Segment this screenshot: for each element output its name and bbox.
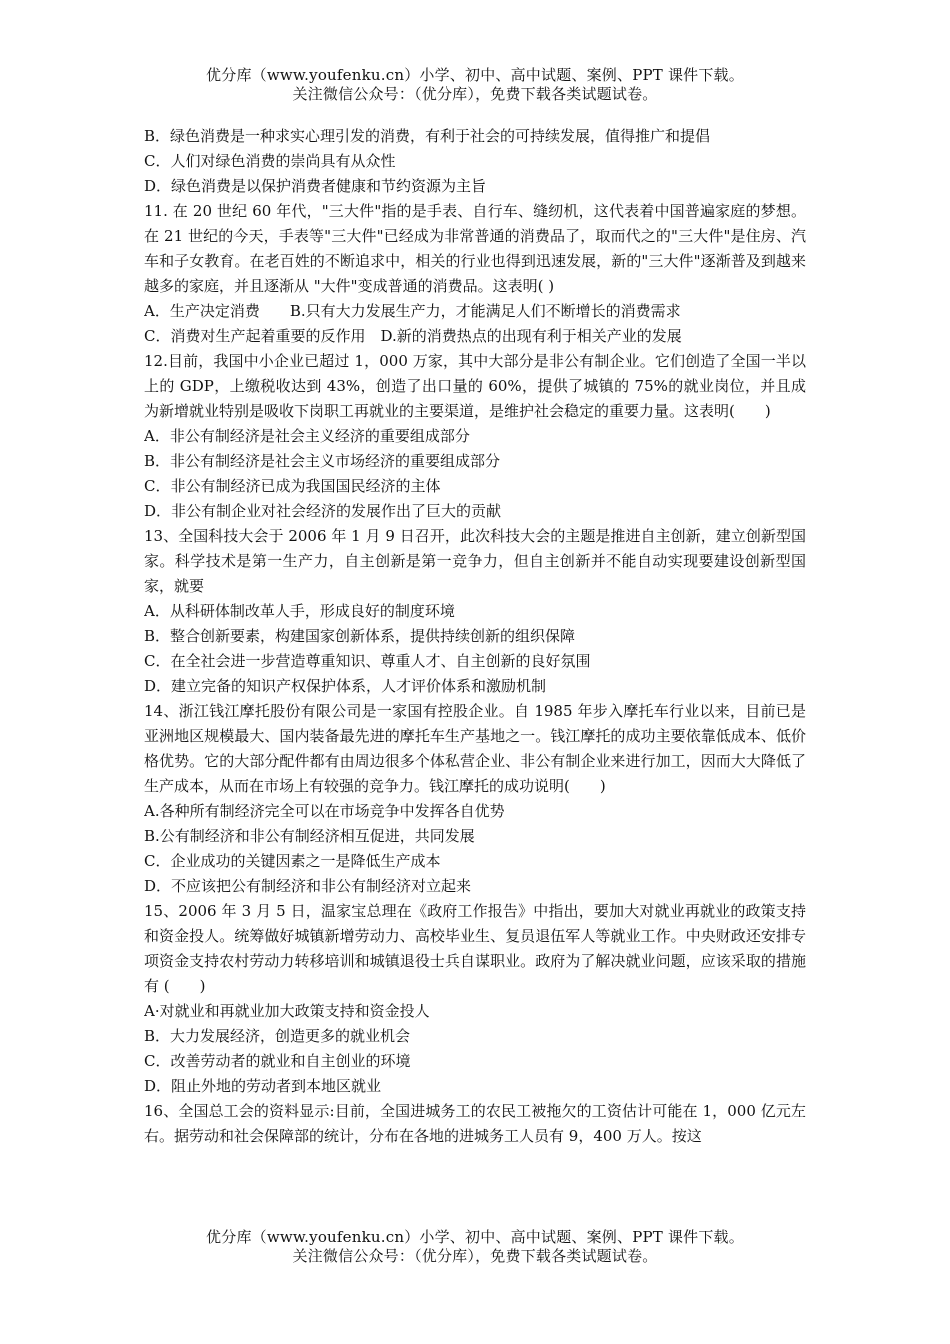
footer-line-1: 优分库（www.youfenku.cn）小学、初中、高中试题、案例、PPT 课件下载。 bbox=[206, 1228, 744, 1246]
q15-option-a: A·对就业和再就业加大政策支持和资金投人 bbox=[144, 1002, 430, 1020]
document-body bbox=[144, 124, 806, 1149]
q14-option-a: A.各种所有制经济完全可以在市场竞争中发挥各自优势 bbox=[144, 802, 505, 820]
q10-option-b: B．绿色消费是一种求实心理引发的消费，有利于社会的可持续发展，值得推广和提倡 bbox=[144, 127, 711, 145]
q12-option-d: D．非公有制企业对社会经济的发展作出了巨大的贡献 bbox=[144, 502, 502, 520]
q15-stem: 15、2006 年 3 月 5 日，温家宝总理在《政府工作报告》中指出，要加大对就业再就业的政策支持和资金投人。统筹做好城镇新增劳动力、高校毕业生、复员退伍军人等就业工作。中央财政还安排专项资金支持农村劳动力转移培训和城镇退役士兵自谋职业。政府为了解决就业问题，应该采取的措施有 ( ) bbox=[144, 902, 806, 995]
q13-stem: 13、全国科技大会于 2006 年 1 月 9 日召开，此次科技大会的主题是推进自主创新，建立创新型国家。科学技术是第一生产力，自主创新是第一竞争力，但自主创新并不能自动实现要建设创新型国家，就要 bbox=[144, 527, 806, 595]
q14-stem: 14、浙江钱江摩托股份有限公司是一家国有控股企业。自 1985 年步入摩托车行业以来，目前已是亚洲地区规模最大、国内装备最先进的摩托车生产基地之一。钱江摩托的成功主要依靠低成本、低价格优势。它的大部分配件都有由周边很多个体私营企业、非公有制企业来进行加工，因而大大降低了生产成本，从而在市场上有较强的竞争力。钱江摩托的成功说明( ) bbox=[144, 702, 806, 795]
q13-option-d: D．建立完备的知识产权保护体系，人才评价体系和激励机制 bbox=[144, 677, 547, 695]
page-header bbox=[0, 66, 950, 104]
header-line-2: 关注微信公众号：（优分库），免费下载各类试题试卷。 bbox=[292, 85, 658, 103]
q10-option-c: C．人们对绿色消费的崇尚具有从众性 bbox=[144, 152, 396, 170]
q12-option-a: A．非公有制经济是社会主义经济的重要组成部分 bbox=[144, 427, 470, 445]
q11-options-ab: A．生产决定消费 B.只有大力发展生产力，才能满足人们不断增长的消费需求 bbox=[144, 302, 681, 320]
q11-stem: 11. 在 20 世纪 60 年代，"三大件"指的是手表、自行车、缝纫机，这代表着中国普遍家庭的梦想。在 21 世纪的今天，手表等"三大件"已经成为非常普通的消费品了，取而代之的"三大件"是住房、汽车和子女教育。在老百姓的不断追求中，相关的行业也得到迅速发展，新的"三大件"逐渐普及到越来越多的家庭，并且逐渐从 "大件"变成普通的消费品。这表明( ) bbox=[144, 202, 806, 295]
q14-option-d: D．不应该把公有制经济和非公有制经济对立起来 bbox=[144, 877, 472, 895]
q15-option-b: B．大力发展经济，创造更多的就业机会 bbox=[144, 1027, 411, 1045]
q13-option-a: A．从科研体制改革人手，形成良好的制度环境 bbox=[144, 602, 455, 620]
q12-stem: 12.目前，我国中小企业已超过 1，000 万家，其中大部分是非公有制企业。它们创造了全国一半以上的 GDP，上缴税收达到 43%，创造了出口量的 60%，提供了城镇的 75%的就业岗位，并且成为新增就业特别是吸收下岗职工再就业的主要渠道，是维护社会稳定的重要力量。这表明( ) bbox=[144, 352, 806, 420]
q15-option-d: D．阻止外地的劳动者到本地区就业 bbox=[144, 1077, 382, 1095]
q11-options-cd: C．消费对生产起着重要的反作用 D.新的消费热点的出现有利于相关产业的发展 bbox=[144, 327, 682, 345]
footer-line-2: 关注微信公众号：（优分库），免费下载各类试题试卷。 bbox=[292, 1247, 658, 1265]
header-line-1: 优分库（www.youfenku.cn）小学、初中、高中试题、案例、PPT 课件下载。 bbox=[206, 66, 744, 84]
q12-option-b: B．非公有制经济是社会主义市场经济的重要组成部分 bbox=[144, 452, 501, 470]
q13-option-b: B．整合创新要素，构建国家创新体系，提供持续创新的组织保障 bbox=[144, 627, 576, 645]
q13-option-c: C．在全社会进一步营造尊重知识、尊重人才、自主创新的良好氛围 bbox=[144, 652, 591, 670]
page-footer bbox=[0, 1228, 950, 1266]
q15-option-c: C．改善劳动者的就业和自主创业的环境 bbox=[144, 1052, 411, 1070]
q14-option-b: B.公有制经济和非公有制经济相互促进，共同发展 bbox=[144, 827, 475, 845]
q10-option-d: D．绿色消费是以保护消费者健康和节约资源为主旨 bbox=[144, 177, 487, 195]
q16-stem: 16、全国总工会的资料显示:目前，全国进城务工的农民工被拖欠的工资估计可能在 1，000 亿元左右。据劳动和社会保障部的统计，分布在各地的进城务工人员有 9，400 万人。按这 bbox=[144, 1102, 806, 1145]
q12-option-c: C．非公有制经济已成为我国国民经济的主体 bbox=[144, 477, 441, 495]
q14-option-c: C．企业成功的关键因素之一是降低生产成本 bbox=[144, 852, 441, 870]
